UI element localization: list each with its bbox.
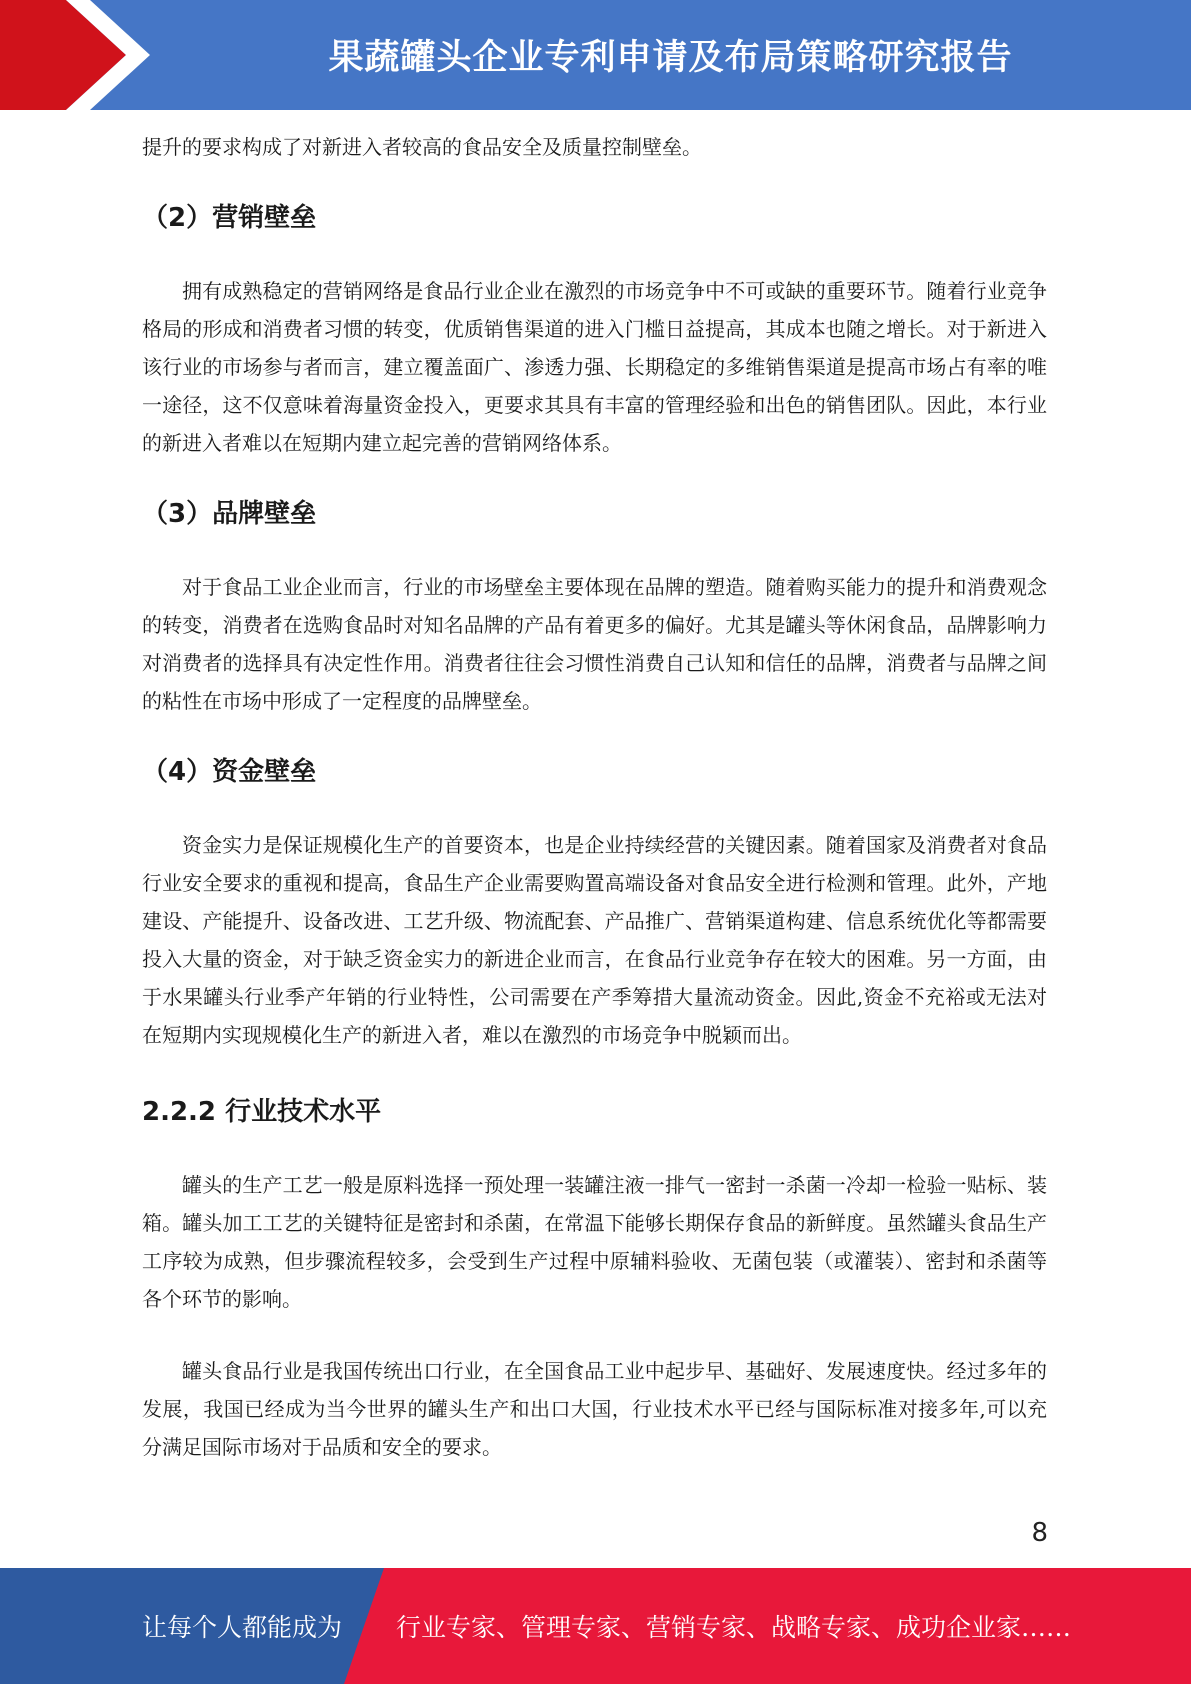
paragraph-marketing-barrier: 拥有成熟稳定的营销网络是食品行业企业在激烈的市场竞争中不可或缺的重要环节。随着行业竞争格局的形成和消费者习惯的转变，优质销售渠道的进入门槛日益提高，其成本也随之增长。对于新进入该行业的市场参与者而言，建立覆盖面广、渗透力强、长期稳定的多维销售渠道是提高市场占有率的唯一途径，这不仅意味着海量资金投入，更要求其具有丰富的管理经验和出色的销售团队。因此，本行业的新进入者难以在短期内建立起完善的营销网络体系。 bbox=[142, 279, 1047, 455]
heading-marketing-barrier: （2）营销壁垒 bbox=[142, 203, 317, 233]
section-heading-technology-level: 2.2.2 行业技术水平 bbox=[142, 1097, 382, 1127]
heading-brand-barrier: （3）品牌壁垒 bbox=[142, 499, 317, 529]
footer-slogan-right: 行业专家、管理专家、营销专家、战略专家、成功企业家…… bbox=[396, 1613, 1072, 1642]
document-body bbox=[142, 128, 1047, 1466]
page-footer bbox=[0, 1568, 1191, 1684]
paragraph-canning-process: 罐头的生产工艺一般是原料选择一预处理一装罐注液一排气一密封一杀菌一冷却一检验一贴标、装箱。罐头加工工艺的关键特征是密封和杀菌，在常温下能够长期保存食品的新鲜度。虽然罐头食品生产工序较为成熟，但步骤流程较多，会受到生产过程中原辅料验收、无菌包装（或灌装）、密封和杀菌等各个环节的影响。 bbox=[142, 1173, 1047, 1311]
heading-capital-barrier: （4）资金壁垒 bbox=[142, 757, 317, 787]
paragraph-industry-export: 罐头食品行业是我国传统出口行业，在全国食品工业中起步早、基础好、发展速度快。经过多年的发展，我国已经成为当今世界的罐头生产和出口大国，行业技术水平已经与国际标准对接多年,可以充分满足国际市场对于品质和安全的要求。 bbox=[142, 1359, 1047, 1459]
paragraph-capital-barrier: 资金实力是保证规模化生产的首要资本，也是企业持续经营的关键因素。随着国家及消费者对食品行业安全要求的重视和提高，食品生产企业需要购置高端设备对食品安全进行检测和管理。此外，产地建设、产能提升、设备改进、工艺升级、物流配套、产品推广、营销渠道构建、信息系统优化等都需要投入大量的资金，对于缺乏资金实力的新进企业而言，在食品行业竞争存在较大的困难。另一方面，由于水果罐头行业季产年销的行业特性，公司需要在产季筹措大量流动资金。因此,资金不充裕或无法对在短期内实现规模化生产的新进入者，难以在激烈的市场竞争中脱颖而出。 bbox=[142, 833, 1047, 1047]
footer-slogan-left: 让每个人都能成为 bbox=[142, 1613, 343, 1642]
intro-paragraph: 提升的要求构成了对新进入者较高的食品安全及质量控制壁垒。 bbox=[142, 135, 702, 159]
report-title: 果蔬罐头企业专利申请及布局策略研究报告 bbox=[328, 38, 1013, 78]
paragraph-brand-barrier: 对于食品工业企业而言，行业的市场壁垒主要体现在品牌的塑造。随着购买能力的提升和消费观念的转变，消费者在选购食品时对知名品牌的产品有着更多的偏好。尤其是罐头等休闲食品，品牌影响力对消费者的选择具有决定性作用。消费者往往会习惯性消费自己认知和信任的品牌，消费者与品牌之间的粘性在市场中形成了一定程度的品牌壁垒。 bbox=[142, 575, 1047, 713]
page-header bbox=[0, 0, 1191, 110]
page-number: 8 bbox=[1031, 1518, 1048, 1548]
